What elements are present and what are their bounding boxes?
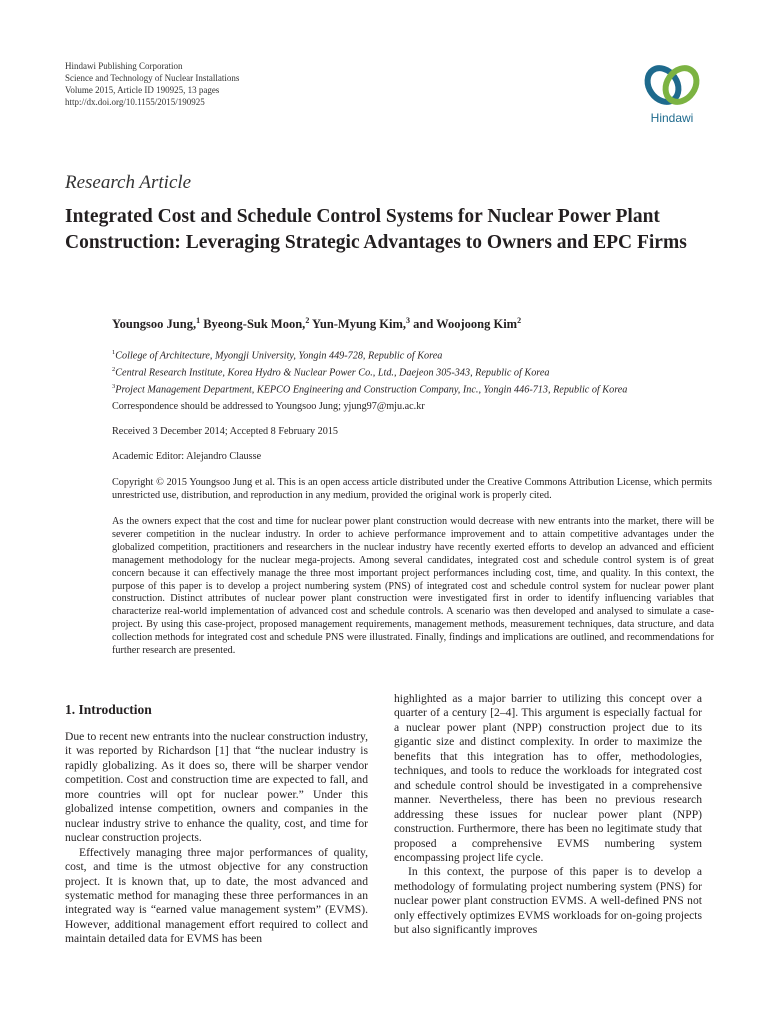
academic-editor: Academic Editor: Alejandro Clausse <box>112 451 262 462</box>
body-paragraph: Effectively managing three major performances of quality, cost, and time is the utmost objective for any construction project. It is known that, up to date, the most advanced and systematic method for managing these three performances in an integrated way is “earned value management system” (EVMS). However, additional management effort required to collect and maintain detailed data for EVMS has been <box>65 845 368 946</box>
logo-text: Hindawi <box>650 111 694 125</box>
author-sup: 3 <box>406 316 410 325</box>
doi-link[interactable]: http://dx.doi.org/10.1155/2015/190925 <box>65 97 205 107</box>
hindawi-logo-icon <box>632 58 712 112</box>
article-type: Research Article <box>65 172 192 193</box>
received-dates: Received 3 December 2014; Accepted 8 February 2015 <box>112 426 339 437</box>
author-name: Byeong-Suk Moon, <box>203 317 306 332</box>
body-paragraph: In this context, the purpose of this paper is to develop a methodology of formulating project numbering system (PNS) for nuclear power plant construction EVMS. A well-defined PNS not only effectively optimizes EVMS workloads for on-going projects but also significantly improves <box>394 865 702 937</box>
affiliation-item <box>112 363 732 380</box>
author-sup: 2 <box>517 316 522 325</box>
body-paragraph: highlighted as a major barrier to utilizing this concept over a quarter of a century [2–4]. This argument is especially factual for a nuclear power plant (NPP) construction project due to its gigantic size and distinct complexity. In order to maximize the benefits that this integration has to offer, methodologies, techniques, and tools to reduce the workloads for integrated cost and schedule control should be investigated in a comprehensive manner. Nevertheless, there has been no previous research addressing these issues for nuclear power plant (NPP) construction. Furthermore, there has been no legitimate study that proposed a comprehensive EVMS numbering system encompassing project life cycle. <box>394 692 702 864</box>
journal-name: Science and Technology of Nuclear Installations <box>65 73 240 83</box>
correspondence: Correspondence should be addressed to Youngsoo Jung; yjung97@mju.ac.kr <box>112 401 425 412</box>
affiliation-text: Central Research Institute, Korea Hydro & Nuclear Power Co., Ltd., Daejeon 305-343, Republic of Korea <box>115 367 550 379</box>
publisher-name: Hindawi Publishing Corporation <box>65 61 183 71</box>
copyright-notice: Copyright © 2015 Youngsoo Jung et al. This is an open access article distributed under the Creative Commons Attribution License, which permits unrestricted use, distribution, and reproduction in any medium, provided the original work is properly cited. <box>112 477 712 501</box>
body-paragraph: Due to recent new entrants into the nuclear construction industry, it was reported by Richardson [1] that “the nuclear industry is rapidly globalizing. As it does so, there will be sharper vendor competition. Cost and construction time are expected to fall, and more countries will opt for nuclear power.” Under this globalized intense competition, owners and companies in the nuclear industry strive to enhance the quality, cost, and time for nuclear construction projects. <box>65 730 368 845</box>
author-name: Youngsoo Jung, <box>112 317 197 332</box>
author-sup: 1 <box>196 316 201 325</box>
affiliation-item <box>112 380 732 397</box>
author-name: and Woojoong Kim <box>413 317 518 332</box>
affiliation-text: Project Management Department, KEPCO Engineering and Construction Company, Inc., Yongin 446-713, Republic of Korea <box>115 384 628 396</box>
affiliation-text: College of Architecture, Myongji University, Yongin 449-728, Republic of Korea <box>115 350 443 362</box>
affiliation-item <box>112 346 732 363</box>
affiliation-sup: 3 <box>112 382 116 390</box>
hindawi-logo <box>632 58 712 138</box>
author-list <box>112 316 712 332</box>
body-column-right <box>394 692 702 938</box>
body-column-left <box>65 730 368 947</box>
affiliations <box>112 346 732 397</box>
author-sup: 2 <box>305 316 310 325</box>
affiliation-sup: 2 <box>112 365 116 373</box>
abstract: As the owners expect that the cost and time for nuclear power plant construction would decrease with new entrants into the market, there will be severer competition in the nuclear industry. In order to achieve performance improvement and to attain competitive advantages under the globalized competition, practitioners and researchers in the nuclear industry have recently exerted efforts to develop an advanced and efficient management methodology for the nuclear mega-projects. Among several candidates, integrated cost and schedule control system is of great concern because it can effectively manage the three most important project performances including cost, time, and quality. In this context, the purpose of this paper is to develop a project numbering system (PNS) of integrated cost and schedule control system for nuclear power plant construction. Distinct attributes of nuclear power plant construction were investigated first in order to identify influencing variables that characterize real-world implementation of advanced cost and schedule controls. A scenario was then developed and analysed to simulate a case-project. By using this case-project, proposed management requirements, management methods, measurement techniques, data structure, and data collection methods for integrated cost and schedule PNS were illustrated. Finally, findings and implications are outlined, and recommendations for further research are presented. <box>112 516 714 657</box>
affiliation-sup: 1 <box>112 349 116 356</box>
author-name: Yun-Myung Kim, <box>311 317 406 332</box>
volume-info: Volume 2015, Article ID 190925, 13 pages <box>65 85 220 95</box>
journal-header <box>65 60 239 108</box>
section-heading: 1. Introduction <box>65 702 152 717</box>
paper-title: Integrated Cost and Schedule Control Systems for Nuclear Power Plant Construction: Leveraging Strategic Advantages to Owners and EPC Firms <box>65 206 687 253</box>
